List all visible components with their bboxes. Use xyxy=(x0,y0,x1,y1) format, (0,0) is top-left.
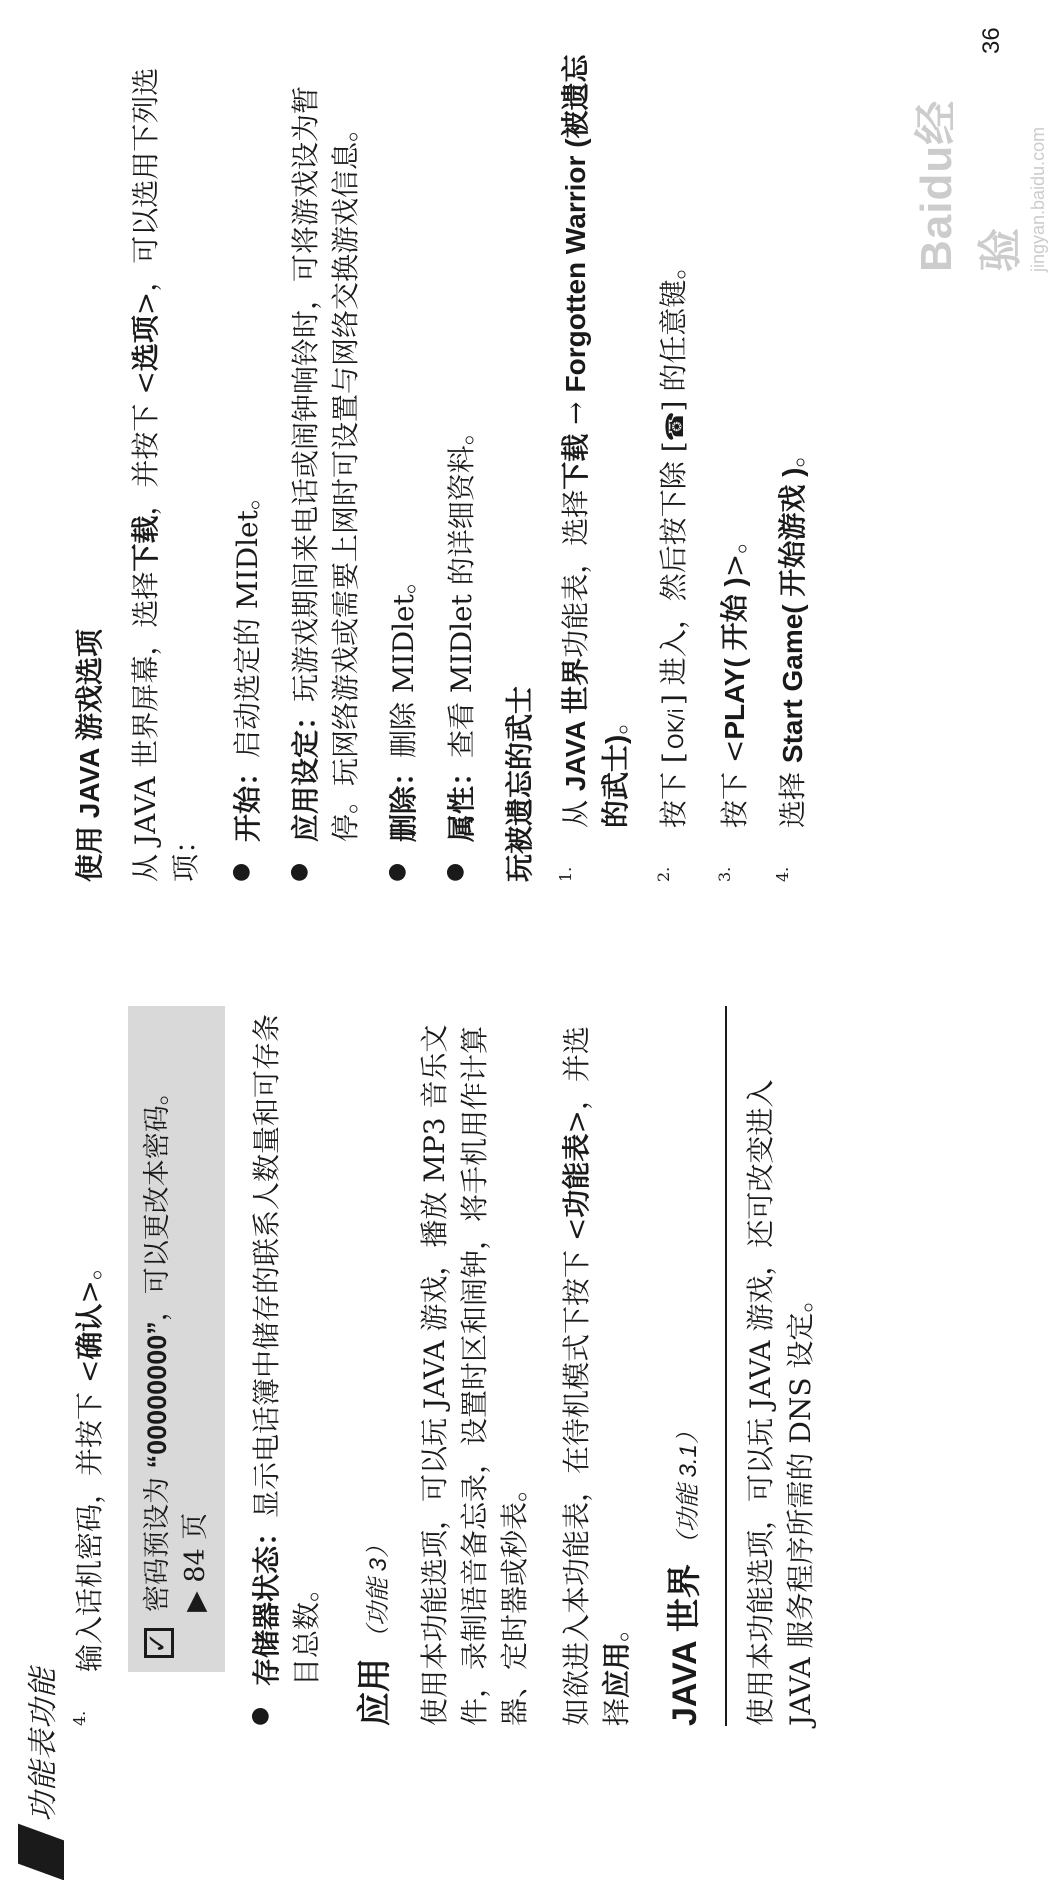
apps-para2-mid: >，并选择 xyxy=(560,1026,633,1726)
watermark-logo: Baidu经验 xyxy=(912,99,1025,272)
intro-pre: 从 JAVA 世界屏幕，选择 xyxy=(129,571,162,882)
step-pre: 按下 < xyxy=(718,739,751,828)
apps-heading-title: 应用 xyxy=(356,1658,394,1726)
step-text-pre: 输入话机密码，并按下 < xyxy=(73,1359,106,1672)
bullet-dot: ● xyxy=(228,862,253,882)
intro-post: >，可以选用下列选项： xyxy=(129,67,202,882)
note-box xyxy=(128,1006,225,1672)
left-column xyxy=(70,1006,843,1726)
bullet-dot: ● xyxy=(442,862,467,882)
game-name: Forgotten Warrior (被遗忘的武士) xyxy=(560,54,631,828)
warrior-heading: 玩被遗忘的武士 xyxy=(504,685,535,882)
apps-label: 应用 xyxy=(601,1641,632,1698)
bullet-term: 属性： xyxy=(445,757,478,842)
option-bullet-app-settings xyxy=(286,42,366,882)
warrior-step-1 xyxy=(556,42,636,882)
step-post: ] 的任意键。 xyxy=(657,251,690,412)
java-world-label: JAVA 世界 xyxy=(560,657,591,792)
game-options-intro xyxy=(126,42,206,882)
step-mid: ] 进入，然后按下除 [ xyxy=(657,441,690,706)
checkbox-icon: ✓ xyxy=(144,1628,174,1658)
java-heading xyxy=(663,1006,711,1726)
bullet-term: 开始： xyxy=(231,757,264,842)
bullet-term: 应用设定： xyxy=(289,701,322,842)
bullet-desc: 玩游戏期间来电话或闹钟响铃时，可将游戏设为暂停。玩网络游戏或需要上网时可设置与网络交换游戏信息。 xyxy=(289,85,362,842)
warrior-step-4 xyxy=(773,42,813,882)
play-label: PLAY( 开始 ) xyxy=(719,577,750,740)
start-game-label: Start Game( 开始游戏 ) xyxy=(777,467,808,764)
step-post: >。 xyxy=(718,525,751,578)
apps-para2-post: 。 xyxy=(600,1613,633,1642)
option-bullet-properties xyxy=(442,42,482,882)
step-pre: 按下 [ xyxy=(657,752,690,828)
bullet-dot: ● xyxy=(384,862,409,882)
game-options-heading: 使用 JAVA 游戏选项 xyxy=(74,628,105,882)
step-post: 。 xyxy=(776,439,809,468)
step-pre: 从 xyxy=(559,791,592,828)
intro-mid: ，并按下 < xyxy=(129,371,162,516)
confirm-key-label: 确认 xyxy=(74,1303,105,1360)
header-marker xyxy=(18,1824,64,1880)
arrow-glyph: → xyxy=(559,392,592,434)
note-line1-post: ，可以更改本密码。 xyxy=(142,1078,173,1322)
bullet-desc: 显示电话簿中储存的联系人数量和可存条目总数。 xyxy=(250,1013,323,1686)
page-number: 36 xyxy=(978,27,1005,54)
apps-heading xyxy=(353,1006,401,1726)
ok-key-icon: OK/i xyxy=(664,708,688,750)
bullet-dot: ● xyxy=(286,862,311,882)
step-number: 2. xyxy=(654,866,673,882)
step-pre: 选择 xyxy=(776,763,809,828)
page-reference: ▶ 84 页 xyxy=(180,1512,211,1612)
download-label: 下载 xyxy=(560,433,591,490)
java-para: 使用本功能选项，可以玩 JAVA 游戏，还可改变进入 JAVA 服务程序所需的 DNS 设定。 xyxy=(744,1079,817,1726)
bullet-desc: 删除 MIDlet。 xyxy=(387,566,420,758)
bullet-term: 存储器状态： xyxy=(250,1517,283,1686)
java-heading-sub: （功能 3.1） xyxy=(675,1420,702,1557)
bullet-desc: 启动选定的 MIDlet。 xyxy=(231,482,264,758)
apps-para2-pre: 如欲进入本功能表，在待机模式下按下 < xyxy=(560,1217,593,1726)
step-number: 1. xyxy=(556,866,575,882)
options-label: 选项 xyxy=(130,315,161,372)
bullet-term: 删除： xyxy=(387,757,420,842)
step-text-post: >。 xyxy=(73,1252,106,1304)
option-bullet-delete xyxy=(384,42,424,882)
step-number: 4. xyxy=(773,866,792,882)
option-bullet-start xyxy=(228,42,268,882)
note-text xyxy=(138,1078,215,1612)
step-number: 4. xyxy=(70,1710,89,1726)
default-password: “00000000” xyxy=(142,1321,172,1469)
step-mid: 功能表，选择 xyxy=(559,489,592,658)
step-4 xyxy=(70,1006,110,1726)
bullet-dot: ● xyxy=(247,1706,272,1726)
end-key-icon: ☎ xyxy=(661,411,689,442)
apps-para-2 xyxy=(557,1006,637,1726)
step-post: 。 xyxy=(599,706,632,735)
divider xyxy=(725,1006,727,1726)
download-label: 下载 xyxy=(130,515,161,572)
menu-key-label: 功能表 xyxy=(561,1133,592,1218)
watermark-url: jingyan.baidu.com xyxy=(1028,126,1048,272)
section-header-title: 功能表功能 xyxy=(26,1667,61,1822)
step-number: 3. xyxy=(715,866,734,882)
note-line1-pre: 密码预设为 xyxy=(142,1468,173,1612)
java-heading-title: JAVA 世界 xyxy=(666,1564,704,1726)
storage-status-bullet xyxy=(247,1006,327,1726)
right-column xyxy=(70,42,831,882)
step-text xyxy=(70,1252,110,1672)
apps-para-1: 使用本功能选项，可以玩 JAVA 游戏，播放 MP3 音乐文件，录制语音备忘录，设置时区和闹钟，将手机用作计算器、定时器或秒表。 xyxy=(418,1024,531,1726)
watermark xyxy=(900,72,1048,272)
apps-heading-sub: （功能 3） xyxy=(365,1533,392,1650)
bullet-desc: 查看 MIDlet 的详细资料。 xyxy=(445,417,478,758)
warrior-step-3 xyxy=(715,42,755,882)
warrior-step-2 xyxy=(654,42,697,882)
